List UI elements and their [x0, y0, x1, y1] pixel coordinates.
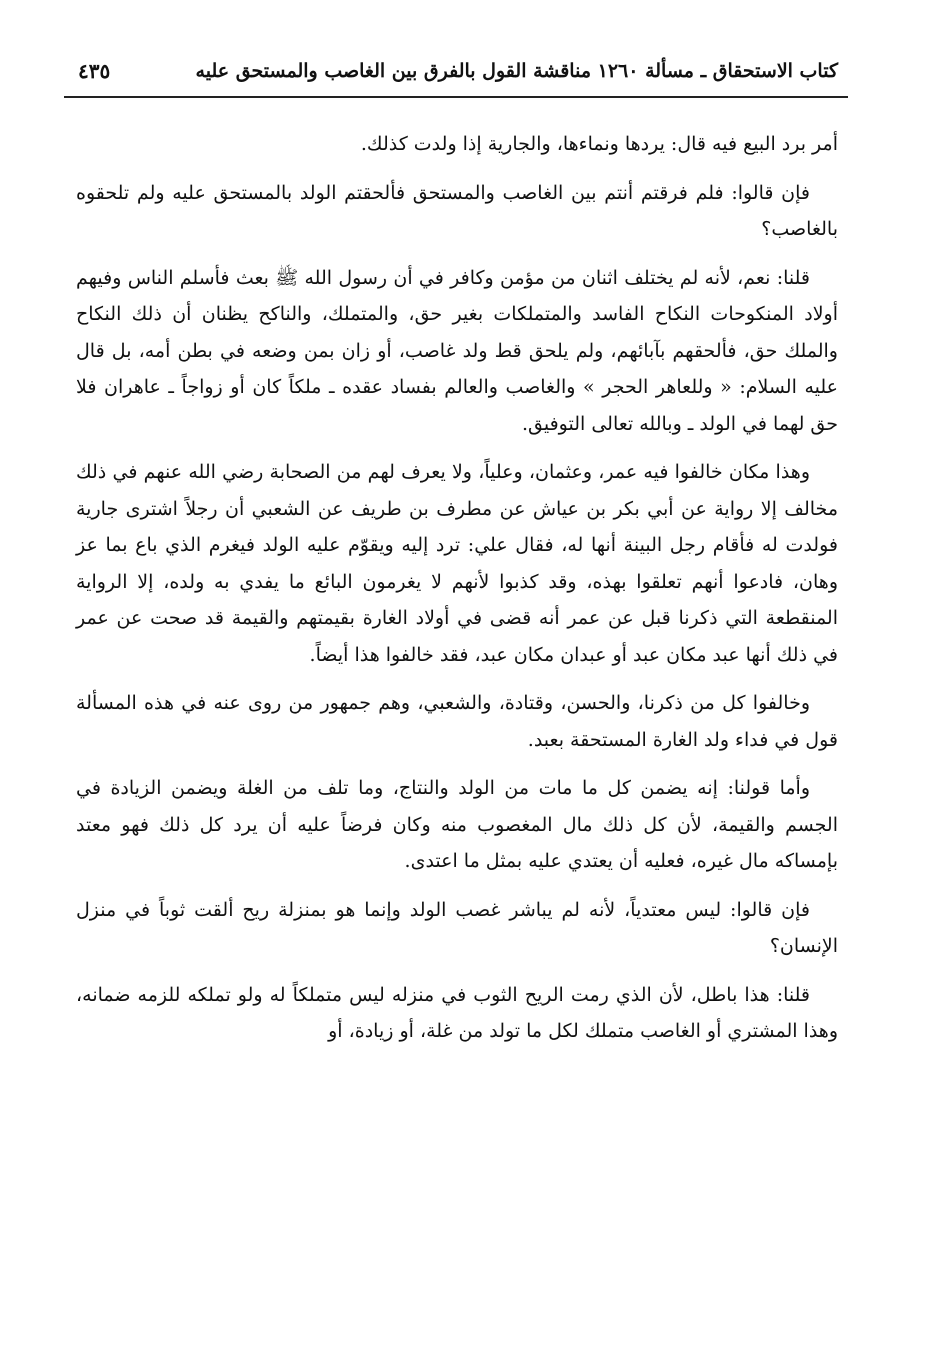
paragraph: فإن قالوا: ليس معتدياً، لأنه لم يباشر غصب الولد وإنما هو بمنزلة ريح ألقت ثوباً في منزل الإنسان؟ — [76, 898, 838, 957]
paragraph: أمر برد البيع فيه قال: يردها ونماءها، والجارية إذا ولدت كذلك. — [360, 133, 838, 155]
paragraph: قلنا: هذا باطل، لأن الذي رمت الريح الثوب في منزله ليس متملكاً له ولو تملكه للزمه ضمانه، وهذا المشتري أو الغاصب متملك لكل ما تولد من غلة، أو زيادة، أو — [76, 983, 838, 1042]
page-header — [78, 56, 838, 92]
page-number: ٤٣٥ — [78, 59, 111, 83]
paragraph: وهذا مكان خالفوا فيه عمر، وعثمان، وعلياً، ولا يعرف لهم من الصحابة رضي الله عنهم في ذلك مخالف إلا رواية عن أبي بكر بن عياش عن مطرف بن طريف عن الشعبي أن رجلاً اشترى جارية فولدت له فأقام رجل البينة أنها له، فقال علي: ترد إليه ويقوّم عليه الولد فيغرم الذي باع بما عز وهان، فادعوا أنهم تعلقوا بهذه، وقد كذبوا لأنهم لا يغرمون البائع ما يفدي به ولده، إلا الرواية المنقطعة التي ذكرنا قبل عن عمر أنه قضى في أولاد الغارة بقيمتهم والقيمة قد صحت عن عمر في ذلك أنها عبد مكان عبد أو عبدان مكان عبد، فقد خالفوا هذا أيضاً. — [76, 461, 838, 666]
body-text — [76, 126, 838, 1062]
paragraph: فإن قالوا: فلم فرقتم أنتم بين الغاصب والمستحق فألحقتم الولد بالمستحق عليه ولم تلحقوه بالغاصب؟ — [76, 181, 838, 240]
running-title: كتاب الاستحقاق ـ مسألة ١٢٦٠ مناقشة القول بالفرق بين الغاصب والمستحق عليه — [195, 60, 838, 82]
paragraph: قلنا: نعم، لأنه لم يختلف اثنان من مؤمن وكافر في أن رسول الله ﷺ بعث فأسلم الناس وفيهم أولاد المنكوحات النكاح الفاسد والمتملكات بغير حق، والمتملك، والناكح يظنان أن ذلك النكاح والملك حق، فألحقهم بآبائهم، ولم يلحق قط ولد غاصب، أو زان بمن وضعه في بطن أمه، بل قال عليه السلام: « وللعاهر الحجر » والغاصب والعالم بفساد عقده ـ ملكاً كان أو زواجاً ـ عاهران فلا حق لهما في الولد ـ وبالله تعالى التوفيق. — [76, 266, 838, 435]
paragraph: وأما قولنا: إنه يضمن كل ما مات من الولد والنتاج، وما تلف من الغلة ويضمن الزيادة في الجسم والقيمة، لأن كل ذلك مال المغصوب منه وكان فرضاً عليه أن يرد كل ذلك فهو معتد بإمساكه مال غيره، فعليه أن يعتدي عليه بمثل ما اعتدى. — [76, 777, 838, 872]
header-divider — [64, 96, 848, 98]
paragraph: وخالفوا كل من ذكرنا، والحسن، وقتادة، والشعبي، وهم جمهور من روى عنه في هذه المسألة قول في فداء ولد الغارة المستحقة بعبد. — [76, 692, 838, 751]
